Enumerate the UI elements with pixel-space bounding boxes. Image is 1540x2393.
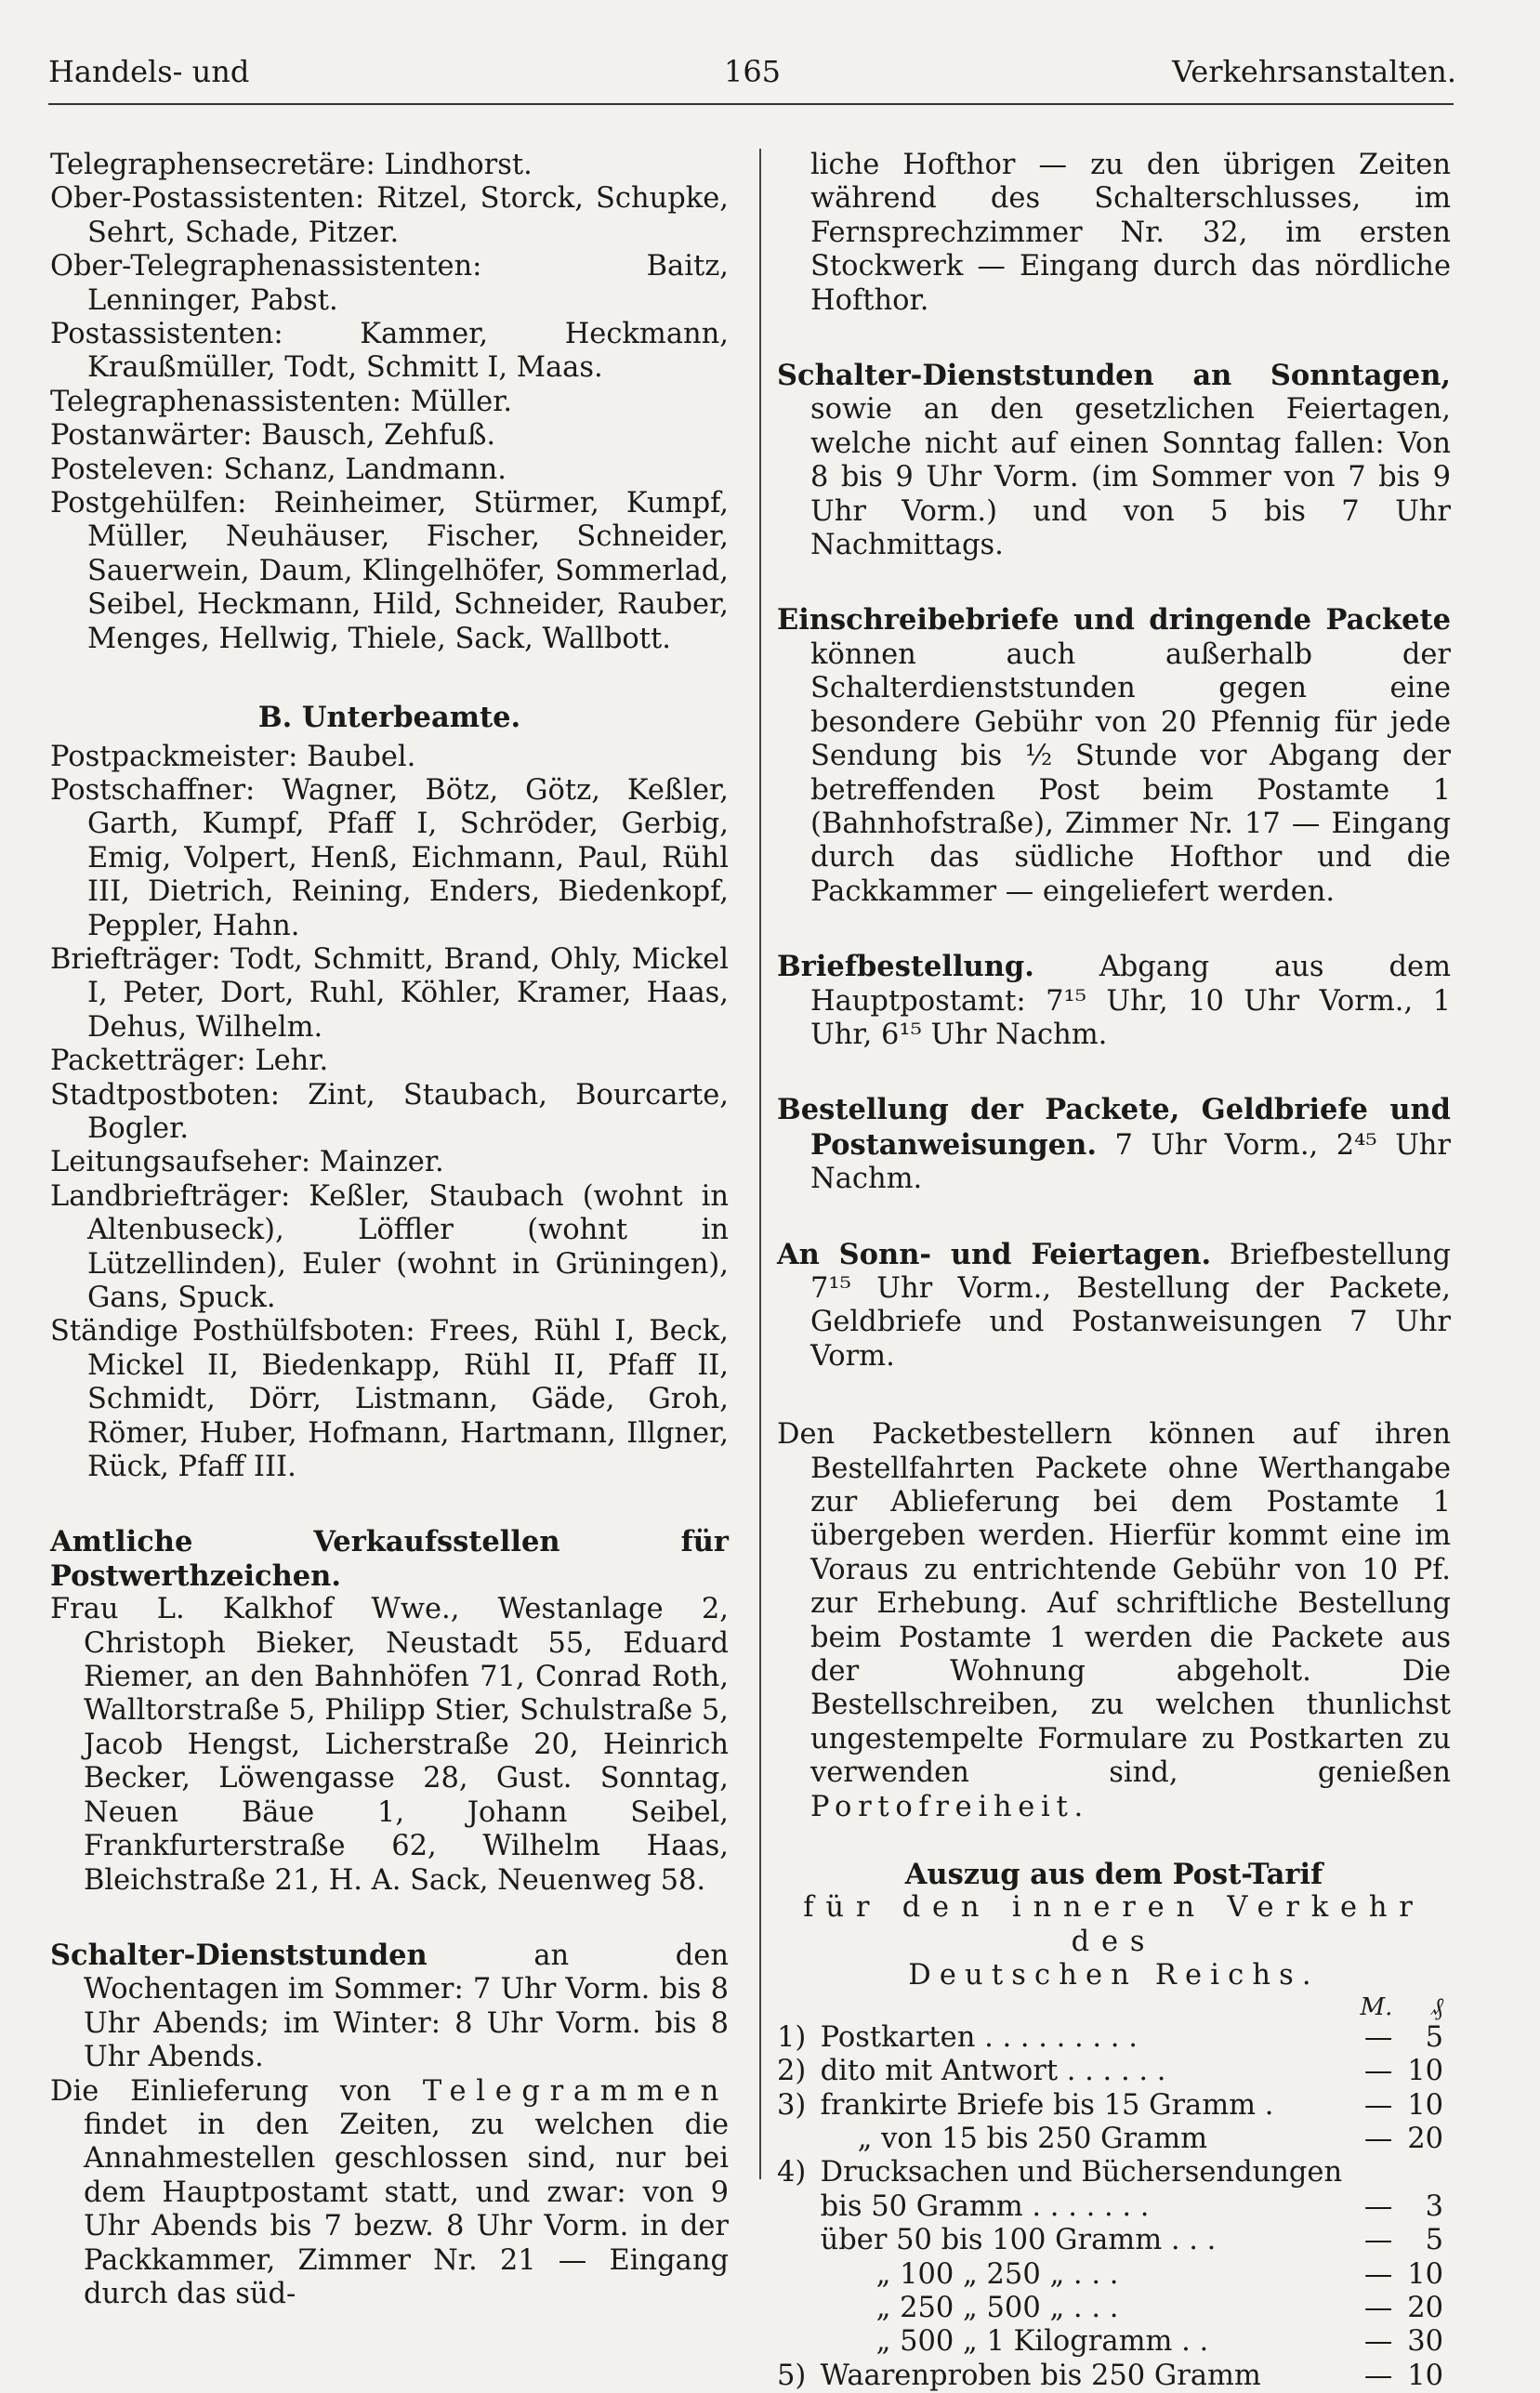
running-head bbox=[48, 54, 1456, 100]
registered-paragraph: Einschreibebriefe und dringende Packete können auch außerhalb der Schalterdienststunden gegen eine besondere Gebühr von 20 Pfennig für jede Sendung bis ½ Stunde vor Abgang der betreffenden Post beim Postamte 1 (Bahnhofstraße), Zimmer Nr. 17 — Eingang durch das südliche Hofthor und die Packkammer — eingeliefert werden. bbox=[777, 603, 1451, 908]
tariff-row: 1) Postkarten . . . . . . . . . — 5 bbox=[777, 2020, 1443, 2054]
left-column bbox=[50, 149, 729, 2311]
tariff-row: „ 500 „ 1 Kilogramm . . — 30 bbox=[875, 2325, 1443, 2359]
tariff-row: „ von 15 bis 250 Gramm — 20 bbox=[857, 2122, 1443, 2155]
header-left: Handels- und bbox=[48, 54, 250, 89]
officials-list bbox=[50, 149, 729, 656]
section-b-heading: B. Unterbeamte. bbox=[257, 701, 521, 735]
sales-text: Frau L. Kalkhof Wwe., Westanlage 2, Christoph Bieker, Neustadt 55, Eduard Riemer, an den Bahnhöfen 71, Conrad Roth, Walltorstraße 5, Philipp Stier, Schulstraße 5, Jacob Hengst, Licherstraße 20, Heinrich Becker, Löwengasse 28, Gust. Sonntag, Neuen Bäue 1, Johann Seibel, Frankfurterstraße 62, Wilhelm Haas, Bleichstraße 21, H. A. Sack, Neuenweg 58. bbox=[50, 1593, 729, 1897]
portofreiheit-word: Portofreiheit. bbox=[810, 1790, 1089, 1823]
parcel-heading: Bestellung der Packete, Geldbriefe und Postanweisungen. bbox=[777, 1093, 1451, 1162]
official-entry: Postanwärter: Bausch, Zehfuß. bbox=[50, 419, 496, 453]
tariff-row: 2) dito mit Antwort . . . . . . — 10 bbox=[777, 2055, 1443, 2088]
parcel-note: Den Packetbestellern können auf ihren Bestellfahrten Packete ohne Werthangabe zur Ablieferung bei dem Postamte 1 übergeben werden. Hierfür kommt eine im Voraus zu entrichtende Gebühr von 10 Pf. zur Erhebung. Auf schriftliche Bestellung beim Postamte 1 werden die Packete aus der Wohnung abgeholt. Die Bestellschreiben, zu welchen thunlichst ungestempelte Formulare zu Postkarten zu verwenden sind, genießen Portofreiheit. bbox=[777, 1418, 1451, 1823]
telegram-continuation: liche Hofthor — zu den übrigen Zeiten während des Schalterschlusses, im Fernsprechzimmer Nr. 32, im ersten Stockwerk — Eingang durch das nördliche Hofthor. bbox=[810, 149, 1451, 317]
tariff-row: „ 250 „ 500 „ . . . — 20 bbox=[875, 2291, 1443, 2324]
tariff-row: 5) Waarenproben bis 250 Gramm — 10 bbox=[777, 2359, 1443, 2392]
tariff-row: 4) Drucksachen und Büchersendungen bbox=[777, 2156, 1343, 2189]
official-entry: Ober-Postassistenten: Ritzel, Storck, Schupke, Sehrt, Schade, Pitzer. bbox=[50, 182, 729, 249]
telegram-paragraph: Die Einlieferung von Telegrammen findet in den Zeiten, zu welchen die Annahmestellen geschlossen sind, nur bei dem Hauptpostamt statt, und zwar: von 9 Uhr Abends bis 7 bezw. 8 Uhr Vorm. in der Packkammer, Zimmer Nr. 21 — Eingang durch das süd- bbox=[50, 2074, 729, 2310]
subordinate-entry: Postpackmeister: Baubel. bbox=[50, 740, 416, 773]
subordinates-list bbox=[50, 741, 729, 1485]
column-rule bbox=[759, 149, 761, 2179]
tariff-row: bis 50 Gramm . . . . . . . — 3 bbox=[820, 2189, 1443, 2223]
right-column bbox=[777, 149, 1451, 2393]
subordinate-entry: Briefträger: Todt, Schmitt, Brand, Ohly, Mickel I, Peter, Dort, Ruhl, Köhler, Kramer, Haas, Dehus, Wilhelm. bbox=[50, 942, 729, 1044]
tariff-subtitle-2: Deutschen Reichs. bbox=[908, 1959, 1320, 1992]
tariff-row: über 50 bis 100 Gramm . . . — 5 bbox=[820, 2224, 1443, 2257]
hours-text: an den Wochentagen im Sommer: 7 Uhr Vorm. bis 8 Uhr Abends; im Winter: 8 Uhr Vorm. bis 8 Uhr Abends. bbox=[84, 1939, 729, 2074]
sunday-paragraph: Schalter-Dienststunden an Sonntagen, sowie an den gesetzlichen Feiertagen, welche nicht auf einen Sonntag fallen: Von 8 bis 9 Uhr Vorm. (im Sommer von 7 bis 9 Uhr Vorm.) und von 5 bis 7 Uhr Nachmittags. bbox=[777, 359, 1451, 562]
telegram-word: Telegrammen bbox=[422, 2074, 729, 2108]
official-entry: Posteleven: Schanz, Landmann. bbox=[50, 453, 507, 486]
sunday-heading: Schalter-Dienststunden an Sonntagen, bbox=[777, 359, 1451, 393]
header-rule bbox=[48, 103, 1454, 105]
subordinate-entry: Landbriefträger: Keßler, Staubach (wohnt in Altenbuseck), Löffler (wohnt in Lützellinden), Euler (wohnt in Grüningen), Gans, Spuck. bbox=[50, 1179, 729, 1314]
holiday-paragraph: An Sonn- und Feiertagen. Briefbestellung 7¹⁵ Uhr Vorm., Bestellung der Packete, Geldbriefe und Postanweisungen 7 Uhr Vorm. bbox=[777, 1237, 1451, 1373]
tariff-row: „ 100 „ 250 „ . . . — 10 bbox=[875, 2257, 1443, 2291]
official-entry: Telegraphenassistenten: Müller. bbox=[50, 385, 513, 418]
holiday-heading: An Sonn- und Feiertagen. bbox=[777, 1237, 1212, 1271]
subordinate-entry: Packetträger: Lehr. bbox=[50, 1045, 329, 1078]
official-entry: Postgehülfen: Reinheimer, Stürmer, Kumpf, Müller, Neuhäuser, Fischer, Schneider, Sauerwein, Daum, Klingelhöfer, Sommerlad, Seibel, Heckmann, Hild, Schneider, Rauber, Menges, Hellwig, Thiele, Sack, Wallbott. bbox=[50, 487, 730, 655]
delivery-paragraph: Briefbestellung. Abgang aus dem Hauptpostamt: 7¹⁵ Uhr, 10 Uhr Vorm., 1 Uhr, 6¹⁵ Uhr Nachm. bbox=[777, 950, 1451, 1051]
tariff-table bbox=[777, 1993, 1451, 2393]
subordinate-entry: Ständige Posthülfsboten: Frees, Rühl I, Beck, Mickel II, Biedenkapp, Rühl II, Pfaff II, Schmidt, Dörr, Listmann, Gäde, Groh, Römer, Huber, Hofmann, Hartmann, Illgner, Rück, Pfaff III. bbox=[50, 1315, 729, 1484]
sales-heading: Amtliche Verkaufsstellen für Postwerthzeichen. bbox=[50, 1525, 729, 1593]
header-right: Verkehrsanstalten. bbox=[1172, 54, 1456, 89]
parcel-paragraph: Bestellung der Packete, Geldbriefe und Postanweisungen. 7 Uhr Vorm., 2⁴⁵ Uhr Nachm. bbox=[777, 1093, 1451, 1196]
unit-pfennig: ₰ bbox=[1431, 1992, 1443, 2021]
tariff-heading: Auszug aus dem Post-Tarif bbox=[904, 1858, 1323, 1892]
tariff-row: 3) frankirte Briefe bis 15 Gramm . — 10 bbox=[777, 2088, 1443, 2122]
hours-heading: Schalter-Dienststunden bbox=[50, 1938, 428, 1972]
registered-heading: Einschreibebriefe und dringende Packete bbox=[777, 603, 1451, 638]
official-entry: Ober-Telegraphenassistenten: Baitz, Lenninger, Pabst. bbox=[50, 250, 729, 317]
tariff-unit-row bbox=[777, 1993, 1451, 2021]
official-entry: Telegraphensecretäre: Lindhorst. bbox=[50, 149, 533, 181]
subordinate-entry: Leitungsaufseher: Mainzer. bbox=[50, 1146, 444, 1179]
delivery-heading: Briefbestellung. bbox=[777, 950, 1034, 984]
hours-paragraph bbox=[50, 1939, 729, 2075]
page-number: 165 bbox=[723, 54, 782, 89]
subordinate-entry: Stadtpostboten: Zint, Staubach, Bourcarte, Bogler. bbox=[50, 1078, 729, 1145]
tariff-subtitle-1: für den inneren Verkehr des bbox=[803, 1891, 1425, 1958]
subordinate-entry: Postschaffner: Wagner, Bötz, Götz, Keßler, Garth, Kumpf, Pfaff I, Schröder, Gerbig, Emig, Volpert, Henß, Eichmann, Paul, Rühl III, Dietrich, Reining, Enders, Biedenkopf, Peppler, Hahn. bbox=[50, 773, 729, 942]
unit-mark: M. bbox=[1360, 1992, 1393, 2021]
official-entry: Postassistenten: Kammer, Heckmann, Kraußmüller, Todt, Schmitt I, Maas. bbox=[50, 318, 729, 385]
